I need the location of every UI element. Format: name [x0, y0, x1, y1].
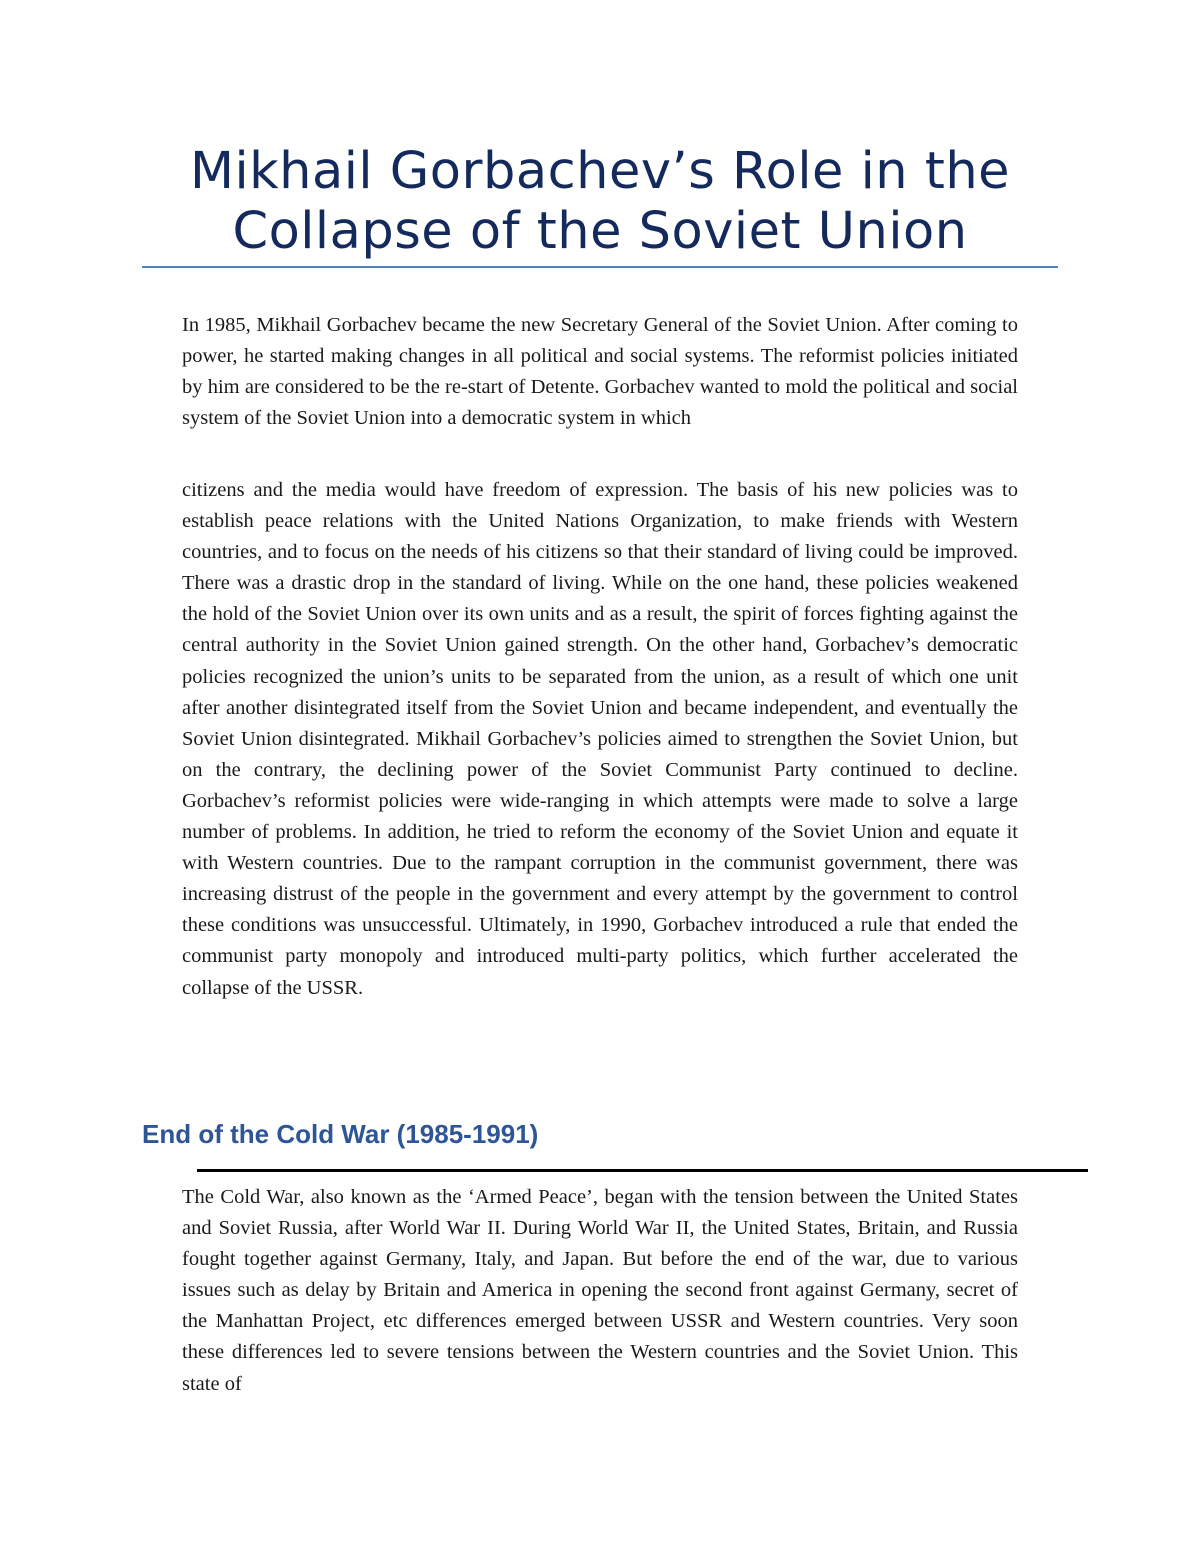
intro-paragraph: In 1985, Mikhail Gorbachev became the new Secretary General of the Soviet Union. After coming to power, he started making changes in all political and social systems. The reformist policies initiated by him are considered to be the re-start of Detente. Gorbachev wanted to mold the political and social system of the Soviet Union into a democratic system in which [182, 314, 1018, 430]
title-underline [142, 266, 1058, 268]
section-heading: End of the Cold War (1985-1991) [142, 1119, 539, 1149]
body-paragraph: citizens and the media would have freedom of expression. The basis of his new policies was to establish peace relations with the United Nations Organization, to make friends with Western countries, and to focus on the needs of his citizens so that their standard of living could be improved. There was a drastic drop in the standard of living. While on the one hand, these policies weakened the hold of the Soviet Union over its own units and as a result, the spirit of forces fighting against the central authority in the Soviet Union gained strength. On the other hand, Gorbachev’s democratic policies recognized the union’s units to be separated from the union, as a result of which one unit after another disintegrated itself from the Soviet Union and became independent, and eventually the Soviet Union disintegrated. Mikhail Gorbachev’s policies aimed to strengthen the Soviet Union, but on the contrary, the declining power of the Soviet Communist Party continued to decline. Gorbachev’s reformist policies were wide-ranging in which attempts were made to solve a large number of problems. In addition, he tried to reform the economy of the Soviet Union and equate it with Western countries. Due to the rampant corruption in the communist government, there was increasing distrust of the people in the government and every attempt by the government to control these conditions was unsuccessful. Ultimately, in 1990, Gorbachev introduced a rule that ended the communist party monopoly and introduced multi-party politics, which further accelerated the collapse of the USSR. [182, 479, 1018, 999]
page-title: Mikhail Gorbachev’s Role in the Collapse of the Soviet Union [189, 142, 1011, 261]
section-paragraph: The Cold War, also known as the ‘Armed Peace’, began with the tension between the United States and Soviet Russia, after World War II. During World War II, the United States, Britain, and Russia fought together against Germany, Italy, and Japan. But before the end of the war, due to various issues such as delay by Britain and America in opening the second front against Germany, secret of the Manhattan Project, etc differences emerged between USSR and Western countries. Very soon these differences led to severe tensions between the Western countries and the Soviet Union. This state of [182, 1186, 1018, 1395]
section-divider [197, 1169, 1088, 1172]
